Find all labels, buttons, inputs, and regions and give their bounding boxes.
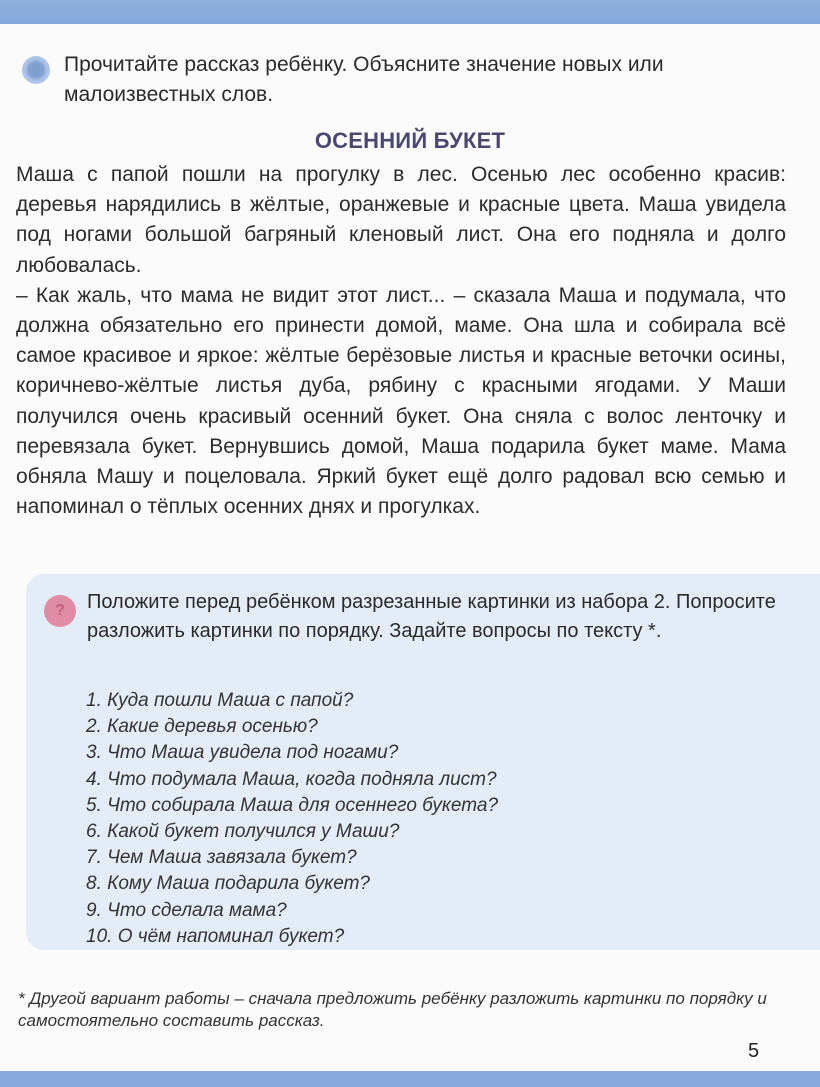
question-item: 6. Какой букет получился у Маши? [86, 821, 400, 843]
top-decorative-band [0, 0, 820, 24]
question-item: 5. Что собирала Маша для осеннего букета? [86, 794, 499, 816]
question-item: 4. Что подумала Маша, когда подняла лист? [86, 768, 497, 790]
story-title: ОСЕННИЙ БУКЕТ [314, 128, 506, 153]
question-item: 1. Куда пошли Маша с папой? [86, 690, 354, 711]
blue-circle-bullet-icon [22, 56, 50, 84]
story-paragraph: Маша с папой пошли на прогулку в лес. Осенью лес особенно красив: деревья нарядились в жёлтые, оранжевые и красные цвета. Маша увидела под ногами большой багряный кленовый лист. Она его подняла и долго любовалась. [16, 163, 786, 277]
questions-list [86, 688, 498, 950]
question-item: 7. Чем Маша завязала букет? [86, 847, 357, 869]
question-item: 9. Что сделала мама? [86, 899, 287, 921]
question-item: 3. Что Маша увидела под ногами? [86, 742, 399, 764]
bottom-decorative-band [0, 1071, 820, 1087]
question-item: 10. О чём напоминал букет? [86, 925, 345, 947]
question-item: 2. Какие деревья осенью? [86, 716, 318, 738]
task-instruction: Положите перед ребёнком разрезанные картинки из набора 2. Попросите разложить картинки по порядку. Задайте вопросы по тексту *. [87, 591, 776, 642]
intro-instruction [22, 50, 782, 110]
story-paragraph: – Как жаль, что мама не видит этот лист... – сказала Маша и подумала, что должна обязательно его принести домой, маме. Она шла и собирала всё самое красивое и яркое: жёлтые берёзовые листья и красные веточки осины, коричнево-жёлтые листья дуба, рябину с красными ягодами. У Маши получился очень красивый осенний букет. Она сняла с волос ленточку и перевязала букет. Вернувшись домой, Маша подарила букет маме. Мама обняла Машу и поцеловала. Яркий букет ещё долго радовал всю семью и напоминал о тёплых осенних днях и прогулках. [16, 283, 786, 519]
story-body [16, 160, 786, 522]
question-item: 8. Кому Маша подарила букет? [86, 873, 370, 895]
page-number: 5 [748, 1040, 760, 1062]
question-mark-icon: ? [44, 595, 76, 627]
intro-text: Прочитайте рассказ ребёнку. Объясните значение новых или малоизвестных слов. [64, 53, 664, 106]
footnote: * Другой вариант работы – сначала предложить ребёнку разложить картинки по порядку и самостоятельно составить рассказ. [18, 989, 767, 1030]
